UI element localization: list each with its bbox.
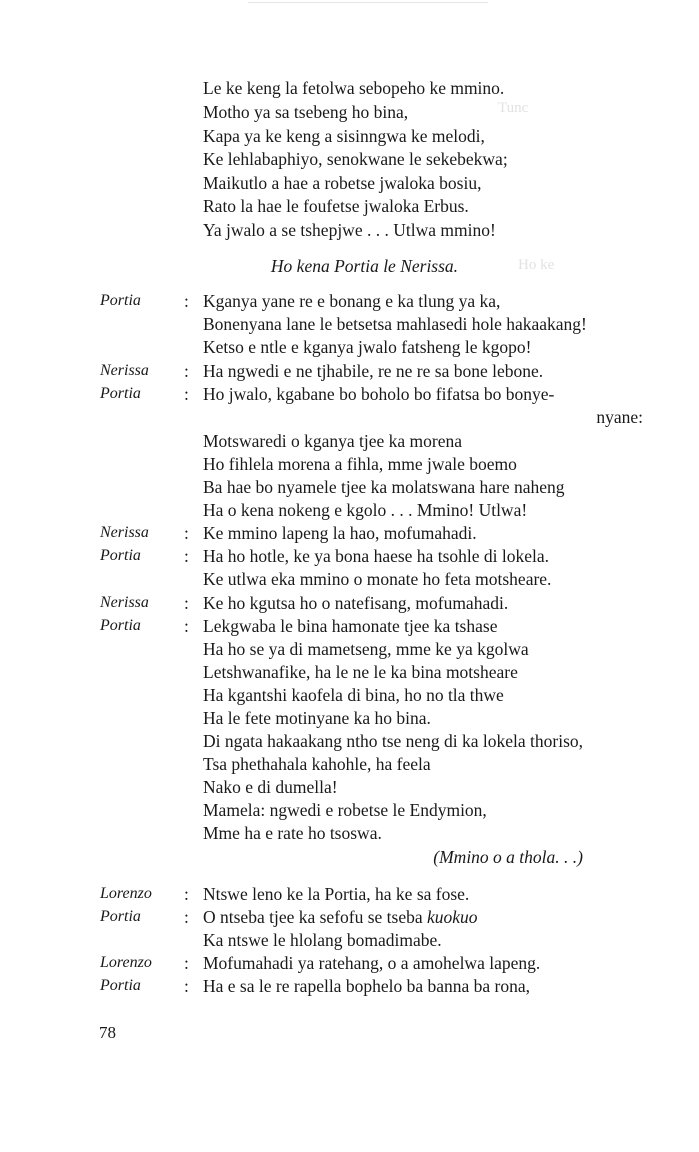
- verse-line: Kapa ya ke keng a sisinngwa ke melodi,: [203, 126, 485, 146]
- dialogue-line: Letshwanafike, ha le ne le ka bina motsheare: [203, 662, 518, 682]
- speaker-label: Portia: [100, 547, 141, 564]
- dialogue-line: Nako e di dumella!: [203, 777, 338, 797]
- dialogue-line: Ke ho kgutsa ho o natefisang, mofumahadi.: [203, 593, 509, 613]
- speaker-colon: :: [184, 384, 189, 404]
- verse-line: Rato la hae le foufetse jwaloka Erbus.: [203, 196, 469, 216]
- dialogue-line: Mofumahadi ya ratehang, o a amohelwa lapeng.: [203, 953, 541, 973]
- speaker-label: Portia: [100, 385, 141, 402]
- dialogue-line: Ka ntswe le hlolang bomadimabe.: [203, 930, 442, 950]
- verse-line: Maikutlo a hae a robetse jwaloka bosiu,: [203, 173, 482, 193]
- verse-line: Ya jwalo a se tshepjwe . . . Utlwa mmino!: [203, 220, 496, 240]
- bleed-through-text: Tunc: [498, 100, 529, 116]
- page-number: 78: [99, 1023, 116, 1042]
- dialogue-line: Ha e sa le re rapella bophelo ba banna ba rona,: [203, 976, 530, 996]
- speaker-colon: :: [184, 976, 189, 996]
- speaker-label: Lorenzo: [100, 885, 152, 902]
- dialogue-line: Ke utlwa eka mmino o monate ho feta motsheare.: [203, 569, 552, 589]
- speaker-colon: :: [184, 884, 189, 904]
- dialogue-line: Ba hae bo nyamele tjee ka molatswana hare naheng: [203, 477, 565, 497]
- speaker-colon: :: [184, 616, 189, 636]
- verse-line: Motho ya sa tsebeng ho bina,: [203, 102, 409, 122]
- dialogue-line: Kganya yane re e bonang e ka tlung ya ka,: [203, 291, 501, 311]
- stage-direction: Ho kena Portia le Nerissa.: [270, 256, 459, 276]
- dialogue-line: Ha kgantshi kaofela di bina, ho no tla thwe: [203, 685, 504, 705]
- speaker-colon: :: [184, 593, 189, 613]
- dialogue-line: Motswaredi o kganya tjee ka morena: [203, 431, 463, 451]
- dialogue-text: O ntseba tjee ka sefofu se tseba: [203, 907, 428, 927]
- speaker-colon: :: [184, 291, 189, 311]
- dialogue-line: Ke mmino lapeng la hao, mofumahadi.: [203, 523, 477, 543]
- dialogue-line: Mme ha e rate ho tsoswa.: [203, 823, 382, 843]
- dialogue-line: Ketso e ntle e kganya jwalo fatsheng le kgopo!: [203, 337, 532, 357]
- speaker-colon: :: [184, 361, 189, 381]
- dialogue-line: Bonenyana lane le betsetsa mahlasedi hole hakaakang!: [203, 314, 587, 334]
- emphasized-word: kuokuo: [427, 907, 478, 927]
- top-edge-line: [248, 2, 488, 3]
- stage-direction: (Mmino o a thola. . .): [433, 847, 583, 867]
- speaker-label: Nerissa: [100, 524, 149, 541]
- dialogue-line: Ha ho hotle, ke ya bona haese ha tsohle di lokela.: [203, 546, 550, 566]
- speaker-label: Portia: [100, 908, 141, 925]
- dialogue-line: Ho fihlela morena a fihla, mme jwale boemo: [203, 454, 517, 474]
- dialogue-line: Ha le fete motinyane ka ho bina.: [203, 708, 431, 728]
- bleed-through-text: Ho ke: [518, 257, 555, 273]
- dialogue-line: Ha ho se ya di mametseng, mme ke ya kgolwa: [203, 639, 529, 659]
- dialogue-line: [203, 906, 643, 928]
- dialogue-line: Ha ngwedi e ne tjhabile, re ne re sa bone lebone.: [203, 361, 544, 381]
- speaker-colon: :: [184, 907, 189, 927]
- verse-line: Le ke keng la fetolwa sebopeho ke mmino.: [203, 78, 505, 98]
- dialogue-line: Lekgwaba le bina hamonate tjee ka tshase: [203, 616, 498, 636]
- speaker-label: Nerissa: [100, 362, 149, 379]
- speaker-label: Portia: [100, 292, 141, 309]
- speaker-label: Portia: [100, 977, 141, 994]
- dialogue-line: Ntswe leno ke la Portia, ha ke sa fose.: [203, 884, 470, 904]
- speaker-colon: :: [184, 546, 189, 566]
- speaker-colon: :: [184, 523, 189, 543]
- dialogue-line: Tsa phethahala kahohle, ha feela: [203, 754, 431, 774]
- verse-line: Ke lehlabaphiyo, senokwane le sekebekwa;: [203, 149, 508, 169]
- dialogue-line: Di ngata hakaakang ntho tse neng di ka lokela thoriso,: [203, 731, 584, 751]
- dialogue-line: Ho jwalo, kgabane bo boholo bo fifatsa bo bonye-: [203, 384, 555, 404]
- speaker-label: Portia: [100, 617, 141, 634]
- speaker-label: Nerissa: [100, 594, 149, 611]
- speaker-colon: :: [184, 953, 189, 973]
- dialogue-line: Ha o kena nokeng e kgolo . . . Mmino! Utlwa!: [203, 500, 528, 520]
- dialogue-line-continuation: nyane:: [596, 407, 643, 427]
- speaker-label: Lorenzo: [100, 954, 152, 971]
- dialogue-line: Mamela: ngwedi e robetse le Endymion,: [203, 800, 487, 820]
